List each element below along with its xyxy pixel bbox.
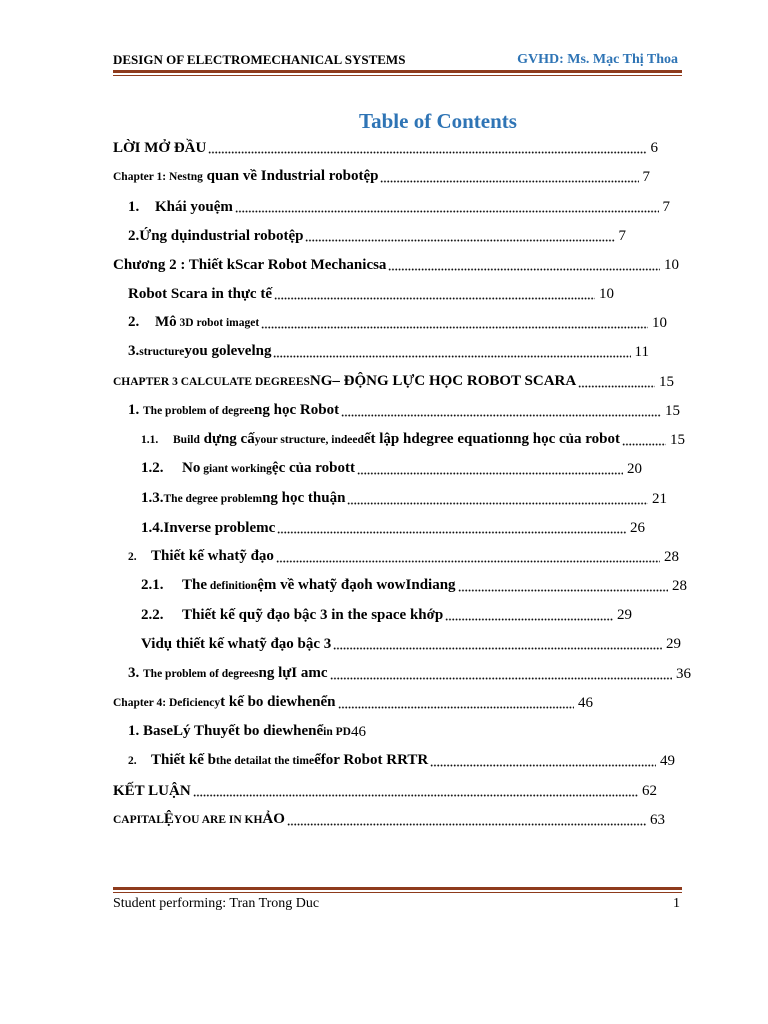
dot-leader [380, 180, 638, 183]
toc-entry-page: 21 [652, 491, 667, 507]
toc-entry [141, 518, 645, 538]
toc-entry [113, 255, 679, 275]
toc-entry [128, 664, 691, 684]
toc-entry-number: 2. [128, 551, 137, 563]
header-rule [113, 70, 682, 73]
toc-entry-page: 11 [634, 344, 649, 360]
toc-entry [141, 459, 642, 479]
toc-entry-number: 1.1. [141, 434, 159, 446]
toc-entry [128, 313, 667, 333]
toc-entry-page: 7 [662, 199, 670, 215]
toc-entry-text: No [182, 460, 201, 476]
toc-entry-text: Build [173, 434, 200, 446]
toc-entry-text: dựng cấ [199, 431, 255, 447]
toc-entry-page: 6 [650, 140, 658, 156]
toc-entry-label [128, 400, 339, 421]
toc-entry-number: 1.2. [141, 460, 164, 476]
page-title: Table of Contents [359, 109, 517, 133]
toc-entry-label [128, 226, 303, 246]
toc-entry-page: 46 [350, 724, 366, 740]
running-header-title: DESIGN OF ELECTROMECHANICAL SYSTEMS [113, 52, 406, 67]
toc-entry [141, 576, 687, 596]
toc-entry-label [113, 371, 576, 392]
toc-entry [128, 547, 679, 567]
toc-entry-text: the detailat the time [216, 755, 315, 767]
toc-entry-text: t kế bo diewhenển [220, 694, 336, 710]
toc-entry [128, 401, 680, 421]
footer-rule [113, 887, 682, 890]
dot-leader [341, 414, 661, 417]
dot-leader [261, 326, 648, 329]
toc-entry-text: Vidụ thiết kế whatỹ đạo bậc 3 [141, 636, 332, 652]
toc-entry-page: 10 [652, 315, 667, 331]
toc-entry-text: Ệ [163, 811, 174, 827]
toc-entry-page: 63 [650, 812, 665, 828]
toc-entry-page: 36 [676, 666, 691, 682]
toc-entry-text: 3. [128, 665, 143, 681]
dot-leader [333, 647, 662, 650]
toc-entry-page: 28 [664, 549, 679, 565]
toc-entry [128, 722, 366, 742]
toc-entry-page: 15 [659, 374, 674, 390]
toc-entry-text: Chương 2 : Thiết kScar Robot Mechanicsa [113, 257, 387, 273]
toc-entry-text: CAPITAL [113, 814, 164, 826]
toc-entry-number: 2.2. [141, 607, 164, 623]
toc-entry [141, 430, 685, 450]
toc-entry-text: LỜI MỞ ĐẦU [113, 140, 207, 156]
toc-entry-number: 2. [128, 314, 140, 330]
dot-leader [388, 268, 660, 271]
toc-entry-text: in PD [323, 726, 351, 738]
toc-entry-text: you golevelng [184, 343, 272, 359]
toc-entry-text: Chapter 1: Nestng [113, 171, 203, 183]
toc-entry-text: Mô [155, 314, 177, 330]
toc-entry-text: 1.4.Inverse problemc [141, 520, 276, 536]
toc-entry-text: CHAPTER 3 CALCULATE DEGREES [113, 376, 310, 388]
dot-leader [235, 210, 659, 213]
toc-entry [128, 226, 626, 246]
toc-entry-label [141, 429, 620, 450]
toc-entry-page: 15 [670, 432, 685, 448]
footer-rule-thin [113, 892, 682, 893]
toc-entry-text: 1.3. [141, 490, 164, 506]
toc-entry-page: 20 [627, 461, 642, 477]
toc-entry-text: ệm về whatỹ đạoh wowIndiang [257, 577, 456, 593]
toc-entry-text: YOU ARE IN KH [173, 814, 263, 826]
dot-leader [274, 297, 595, 300]
toc-entry-label [128, 750, 428, 771]
dot-leader [276, 560, 660, 563]
toc-entry-text: ệc của robott [271, 460, 355, 476]
toc-entry-label [141, 458, 355, 479]
toc-entry-page: 7 [618, 228, 626, 244]
toc-entry-text: quan về Industrial robotệp [202, 168, 379, 184]
toc-entry-text: ết lập hdegree equationng học của robot [363, 431, 620, 447]
toc-entry-number: 2. [128, 755, 137, 767]
toc-entry-label [113, 255, 386, 275]
toc-entry-page: 26 [630, 520, 645, 536]
toc-entry-number: 2.1. [141, 577, 164, 593]
toc-entry-text: Thiết kế b [151, 752, 217, 768]
toc-entry-label [128, 546, 274, 567]
dot-leader [445, 618, 613, 621]
dot-leader [458, 589, 668, 592]
toc-entry-label [128, 284, 272, 304]
toc-entry-text: ng lựI amc [258, 665, 328, 681]
toc-entry-text: Thiết kế quỹ đạo bậc 3 in the space khớp [182, 607, 444, 623]
toc-entry [113, 693, 593, 713]
toc-entry [128, 342, 649, 362]
toc-entry-label [141, 575, 456, 596]
toc-entry-page: 10 [664, 257, 679, 273]
toc-entry-label [141, 518, 275, 538]
toc-entry-page: 10 [599, 286, 614, 302]
toc-entry-label [113, 138, 206, 158]
toc-entry [141, 634, 681, 654]
toc-entry-label [141, 488, 345, 509]
toc-entry [128, 197, 670, 217]
toc-entry-label [128, 197, 233, 217]
dot-leader [347, 502, 648, 505]
toc-entry [128, 751, 675, 771]
toc-entry-number: 1. [128, 199, 140, 215]
dot-leader [273, 355, 630, 358]
toc-entry [113, 167, 650, 187]
toc-entry-text: 1. BaseLý Thuyết bo diewhenể [128, 723, 324, 739]
toc-entry-label [128, 312, 259, 333]
toc-entry-text: NG– ĐỘNG LỰC HỌC ROBOT SCARA [309, 373, 577, 389]
toc-entry-text: ẢO [262, 811, 285, 827]
toc-entry-page: 49 [660, 753, 675, 769]
toc-entry-label [113, 781, 191, 801]
footer-page-number: 1 [673, 896, 680, 911]
toc-entry-label [113, 809, 285, 830]
dot-leader [193, 794, 638, 797]
toc-entry-text: The degree problem [163, 493, 263, 505]
dot-leader [430, 764, 656, 767]
toc-entry-label [141, 605, 443, 625]
dot-leader [357, 472, 623, 475]
toc-entry-label [141, 634, 331, 654]
header-rule-thin [113, 75, 682, 76]
toc-entry-text: ng học thuận [262, 490, 346, 506]
toc-entry [141, 605, 632, 625]
toc-entry-page: 7 [642, 169, 650, 185]
toc-entry-text: structure [139, 346, 185, 358]
toc-entry-text: Khái youệm [155, 199, 233, 215]
dot-leader [287, 823, 646, 826]
toc-entry-page: 29 [617, 607, 632, 623]
toc-entry-text: ng học Robot [254, 402, 340, 418]
toc-entry-text: 3D robot imaget [176, 317, 260, 329]
toc-entry-label [113, 692, 336, 713]
dot-leader [305, 239, 614, 242]
toc-entry [113, 781, 657, 801]
toc-entry-page: 46 [578, 695, 593, 711]
toc-entry-page: 28 [672, 578, 687, 594]
toc-entry [128, 284, 614, 304]
toc-entry-text: KẾT LUẬN [113, 783, 191, 799]
toc-entry [113, 372, 674, 392]
dot-leader [622, 443, 666, 446]
footer-author: Student performing: Tran Trong Duc [113, 896, 320, 911]
toc-entry-text: 1. [128, 402, 143, 418]
dot-leader [578, 385, 655, 388]
toc-entry-page: 29 [666, 636, 681, 652]
toc-entry [113, 810, 665, 830]
toc-entry-page: 62 [642, 783, 657, 799]
dot-leader [330, 677, 672, 680]
toc-entry-label [128, 663, 328, 684]
toc-entry-text: Chapter 4: Deficiency [113, 697, 221, 709]
toc-entry-text: The [182, 577, 208, 593]
toc-entry-text: 2.Ứng dụindustrial robotệp [128, 228, 304, 244]
toc-entry-label [128, 721, 351, 742]
toc-entry-text: ểfor Robot RRTR [314, 752, 429, 768]
toc-entry-text: definition [207, 580, 258, 592]
dot-leader [208, 151, 646, 154]
toc-entry-label [128, 341, 271, 362]
toc-entry-text: The problem of degree [143, 405, 255, 417]
toc-entry-text: Thiết kế whatỹ đạo [151, 548, 274, 564]
toc-entry-page: 15 [665, 403, 680, 419]
toc-entry-text: The problem of degrees [143, 668, 259, 680]
supervisor-label: GVHD: Ms. Mạc Thị Thoa [517, 52, 678, 67]
toc-entry-text: Robot Scara in thực tế [128, 286, 272, 302]
toc-entry-label [113, 166, 378, 187]
dot-leader [338, 706, 574, 709]
dot-leader [277, 531, 626, 534]
toc-entry-text: 3. [128, 343, 140, 359]
toc-entry-text: your structure, indeed [254, 434, 364, 446]
toc-entry [113, 138, 658, 158]
toc-entry [141, 489, 667, 509]
toc-entry-text: giant working [200, 463, 272, 475]
